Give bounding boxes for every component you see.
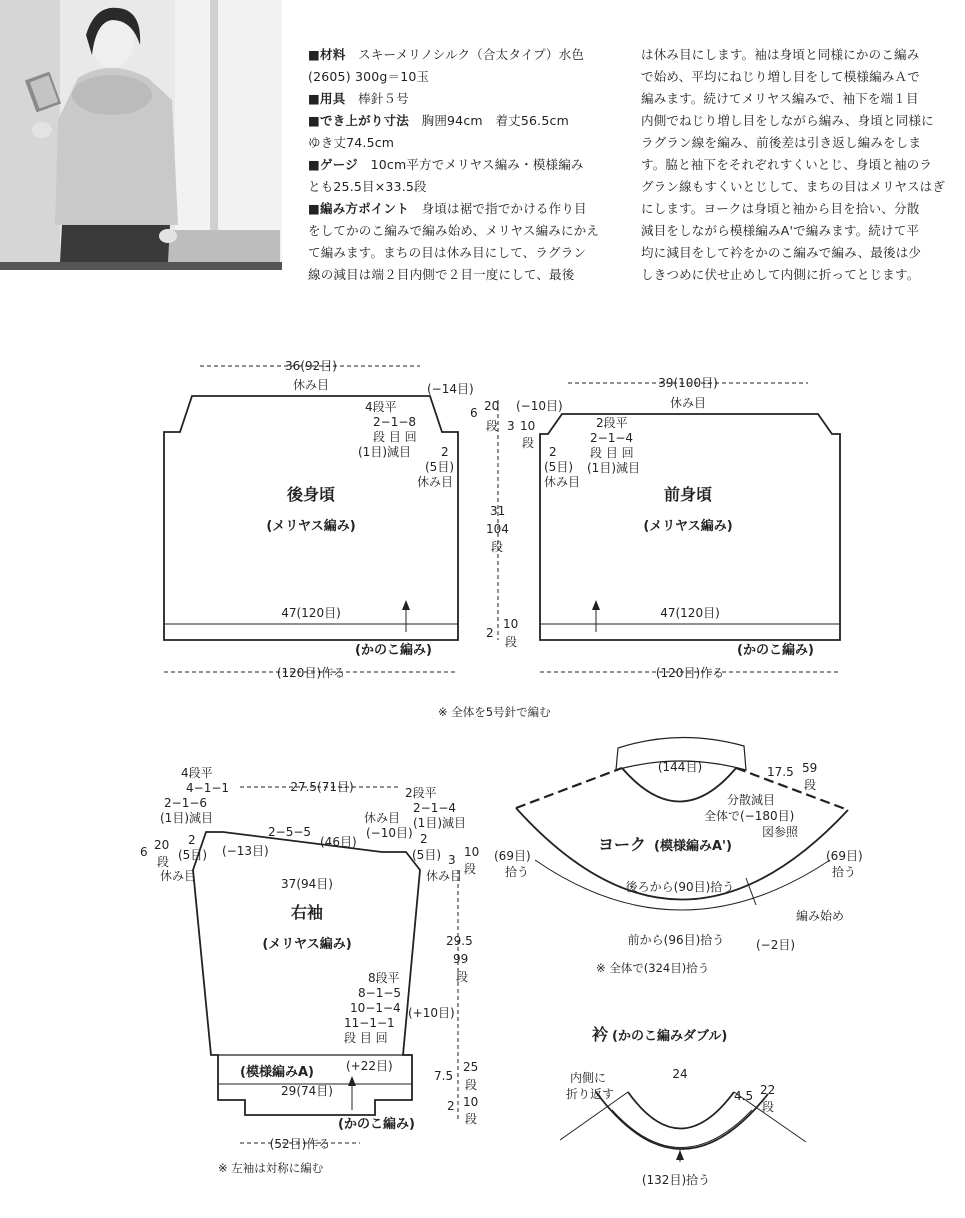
front-shoulder-dec: (−10目) bbox=[516, 399, 563, 413]
sleeve-side-rows: 99 bbox=[453, 952, 469, 966]
back-hem-label: (かのこ編み) bbox=[355, 643, 432, 658]
sleeve-right-rest: 2 bbox=[420, 832, 428, 846]
instruction-line: ■編み方ポイント 身頃は裾で指でかける作り目 bbox=[308, 201, 587, 216]
sleeve-subtitle: (メリヤス編み) bbox=[262, 937, 352, 952]
sleeve-cast-on: (52目)作る bbox=[269, 1137, 331, 1151]
yoke-right-pick: 拾う bbox=[832, 865, 857, 879]
yoke-right-pick: (69目) bbox=[826, 849, 863, 863]
instruction-line: 内側でねじり増し目をしながら編み、身頃と同様に bbox=[641, 113, 934, 128]
instruction-line: ■用具 棒針５号 bbox=[308, 91, 409, 106]
sleeve-right-rows: 段 bbox=[464, 862, 477, 876]
sleeve-upper-width: 37(94目) bbox=[281, 877, 333, 891]
instruction-line: グラン線もすくいとじして、まちの目はメリヤスはぎ bbox=[641, 179, 946, 194]
collar-fold: 折り返す bbox=[566, 1087, 615, 1101]
front-side-rest: 休み目 bbox=[544, 475, 581, 489]
sleeve-left-rows: 6 bbox=[140, 845, 148, 859]
back-side-rows: 31 bbox=[490, 504, 506, 518]
back-title: 後身頃 bbox=[286, 485, 336, 504]
yoke-note: ※ 全体で(324目)拾う bbox=[596, 961, 710, 975]
front-cast-on: (120目)作る bbox=[655, 666, 725, 680]
yoke-depth-rows: 段 bbox=[804, 778, 817, 792]
sleeve-right-rows: 10 bbox=[464, 845, 480, 859]
back-side-rows: 段 bbox=[491, 540, 504, 554]
sleeve-right-dec: 2−1−4 bbox=[413, 801, 457, 815]
sleeve-inc-row: 11−1−1 bbox=[344, 1016, 395, 1030]
sleeve-left-rest: 休み目 bbox=[160, 869, 197, 883]
instruction-line: で始め、平均にねじり増し目をして模様編みＡで bbox=[641, 69, 920, 84]
front-raglan-rows: 段 bbox=[522, 436, 535, 450]
sleeve-left-rest: 2 bbox=[188, 833, 196, 847]
sleeve-inc-row: 10−1−4 bbox=[350, 1001, 401, 1015]
sleeve-dec-left: (−13目) bbox=[222, 844, 269, 858]
front-title: 前身頃 bbox=[663, 485, 713, 504]
sleeve-top-width: 27.5(71目) bbox=[290, 780, 354, 794]
front-dec-row: 段 目 回 bbox=[590, 446, 634, 460]
sleeve-side-rows: 段 bbox=[456, 970, 469, 984]
collar-depth-rows: 22 bbox=[760, 1083, 776, 1097]
yoke-left-side bbox=[516, 768, 622, 808]
back-hem-rows: 2 bbox=[486, 626, 494, 640]
collar-inner-curve bbox=[628, 1092, 734, 1129]
back-raglan-rows: 20 bbox=[484, 399, 500, 413]
back-hem-rows: 段 bbox=[505, 635, 518, 649]
collar-subtitle: (かのこ編みダブル) bbox=[612, 1029, 728, 1044]
front-raglan-rows: 10 bbox=[520, 419, 536, 433]
sleeve-left-rows: 段 bbox=[157, 855, 170, 869]
back-side-rows: 104 bbox=[486, 522, 509, 536]
sleeve-right-rows: 3 bbox=[448, 853, 456, 867]
back-shoulder-dec: (−14目) bbox=[427, 382, 474, 396]
sleeve-pattern-inc: (+22目) bbox=[346, 1059, 393, 1073]
sleeve-left-dec: 2−1−6 bbox=[164, 796, 208, 810]
instruction-line: にします。ヨークは身頃と袖から目を拾い、分散 bbox=[641, 201, 920, 216]
back-cast-on: (120目)作る bbox=[276, 666, 346, 680]
instruction-line: ラグラン線を編み、前後差は引き返し編みをしま bbox=[641, 135, 922, 150]
front-side-rest: 2 bbox=[549, 445, 557, 459]
instruction-line: 編みます。続けてメリヤス編みで、袖下を端１目 bbox=[641, 91, 919, 106]
yoke-dec-note: 全体で(−180目) bbox=[704, 809, 795, 823]
back-raglan-rows: 6 bbox=[470, 406, 478, 420]
instruction-line: 減目をしながら模様編みA'で編みます。続けて平 bbox=[641, 223, 920, 238]
sleeve-right-dec: (1目)減目 bbox=[413, 816, 466, 830]
collar-pick: (132目)拾う bbox=[641, 1173, 711, 1187]
sleeve-left-dec: 4−1−1 bbox=[186, 781, 230, 795]
back-top-width: 36(92目) bbox=[285, 359, 337, 373]
sleeve-mid-rows: 2−5−5 bbox=[268, 825, 312, 839]
sleeve-dec-right: (−10目) bbox=[366, 826, 413, 840]
collar-width: 24 bbox=[672, 1067, 688, 1081]
instruction-line: ■でき上がり寸法 胸囲94cm 着丈56.5cm bbox=[308, 113, 569, 128]
sleeve-side-rows: 29.5 bbox=[446, 934, 473, 948]
sleeve-pattern-label: (模様編みA) bbox=[240, 1065, 314, 1080]
collar-title: 衿 bbox=[592, 1025, 609, 1044]
front-raglan-rows: 3 bbox=[507, 419, 515, 433]
sleeve-right-dec: 2段平 bbox=[405, 786, 437, 800]
sleeve-hem-rows: 10 bbox=[463, 1095, 479, 1109]
yoke-depth-rows: 59 bbox=[802, 761, 818, 775]
back-dec-row: 4段平 bbox=[365, 400, 397, 414]
yoke-back-pick: 後ろから(90目)拾う bbox=[625, 880, 735, 894]
instruction-line: は休み目にします。袖は身頃と同様にかのこ編み bbox=[641, 47, 920, 62]
instruction-line: をしてかのこ編みで編み始め、メリヤス編みにかえ bbox=[308, 223, 600, 238]
back-subtitle: (メリヤス編み) bbox=[266, 519, 356, 534]
front-hem-label: (かのこ編み) bbox=[737, 643, 814, 658]
sleeve-rest-label: 休み目 bbox=[364, 811, 401, 825]
back-hem-rows: 10 bbox=[503, 617, 519, 631]
sleeve-inc-row: 8−1−5 bbox=[358, 986, 402, 1000]
sleeve-right-rest: (5目) bbox=[412, 848, 441, 862]
instruction-line: しきつめに伏せ止めして内側に折ってとじます。 bbox=[641, 267, 920, 282]
front-width: 47(120目) bbox=[660, 606, 720, 620]
instruction-line: ■材料 スキーメリノシルク（合太タイプ）水色 bbox=[308, 47, 585, 62]
sleeve-cuff-width: 29(74目) bbox=[281, 1084, 333, 1098]
instruction-line: とも25.5目×33.5段 bbox=[308, 179, 427, 194]
front-top-label: 休み目 bbox=[669, 396, 707, 410]
back-top-label: 休み目 bbox=[292, 378, 330, 392]
yoke-left-pick: (69目) bbox=[494, 849, 531, 863]
front-top-width: 39(100目) bbox=[658, 376, 718, 390]
collar-depth-rows: 段 bbox=[762, 1100, 775, 1114]
instruction-line: (2605) 300g＝10玉 bbox=[308, 69, 430, 84]
yoke-depth: 17.5 bbox=[767, 765, 794, 779]
sleeve-mid-stitches: (46目) bbox=[320, 835, 357, 849]
yoke-title: ヨーク bbox=[598, 835, 647, 854]
front-side-rest: (5目) bbox=[544, 460, 573, 474]
sleeve-note: ※ 左袖は対称に編む bbox=[218, 1161, 324, 1175]
back-side-rest: (5目) bbox=[425, 460, 454, 474]
sleeve-hem-rows: 2 bbox=[447, 1099, 455, 1113]
sleeve-pattern-rows: 25 bbox=[463, 1060, 479, 1074]
note-all: ※ 全体を5号針で編む bbox=[438, 705, 551, 719]
sleeve-title: 右袖 bbox=[290, 903, 324, 922]
sleeve-hem-label: (かのこ編み) bbox=[338, 1117, 415, 1132]
yoke-start: 編み始め bbox=[796, 909, 845, 923]
instruction-line: ゆき丈74.5cm bbox=[308, 135, 395, 150]
back-width: 47(120目) bbox=[281, 606, 341, 620]
collar-fold: 内側に bbox=[570, 1071, 607, 1085]
sleeve-left-dec: 4段平 bbox=[181, 766, 213, 780]
collar-depth: 4.5 bbox=[734, 1089, 754, 1103]
instruction-line: 均に減目をして衿をかのこ編みで編み、最後は少 bbox=[641, 245, 922, 260]
back-dec-row: (1目)減目 bbox=[358, 445, 411, 459]
sleeve-hem-rows: 段 bbox=[465, 1112, 478, 1126]
back-side-rest: 2 bbox=[441, 445, 449, 459]
sleeve-inc-row: 段 目 回 bbox=[344, 1031, 388, 1045]
back-side-rest: 休み目 bbox=[417, 475, 454, 489]
yoke-dec-note: 分散減目 bbox=[727, 793, 776, 807]
front-subtitle: (メリヤス編み) bbox=[643, 519, 733, 534]
sleeve-inc-total: (+10目) bbox=[408, 1006, 455, 1020]
yoke-front-pick: 前から(96目)拾う bbox=[627, 933, 725, 947]
instruction-line: て編みます。まちの目は休み目にして、ラグラン bbox=[308, 245, 587, 260]
sleeve-pattern-rows: 7.5 bbox=[434, 1069, 454, 1083]
front-dec-row: 2段平 bbox=[596, 416, 628, 430]
yoke-subtitle: (模様編みA') bbox=[654, 839, 732, 854]
sleeve-pattern-rows: 段 bbox=[465, 1078, 478, 1092]
yoke-top: (144目) bbox=[657, 760, 703, 774]
instruction-line: す。脇と袖下をそれぞれすくいとじ、身頃と袖のラ bbox=[641, 157, 933, 172]
back-dec-row: 段 目 回 bbox=[373, 430, 417, 444]
yoke-dec-note: 図参照 bbox=[762, 825, 799, 839]
back-dec-row: 2−1−8 bbox=[373, 415, 417, 429]
sleeve-left-dec: (1目)減目 bbox=[160, 811, 213, 825]
instruction-line: 線の減目は端２目内側で２目一度にして、最後 bbox=[308, 267, 575, 282]
front-dec-row: 2−1−4 bbox=[590, 431, 634, 445]
back-raglan-rows: 段 bbox=[486, 419, 499, 433]
sleeve-left-rows: 20 bbox=[154, 838, 170, 852]
sleeve-right-rest: 休み目 bbox=[426, 869, 463, 883]
sleeve-inc-row: 8段平 bbox=[368, 971, 400, 985]
front-dec-row: (1目)減目 bbox=[587, 461, 640, 475]
yoke-dec: (−2目) bbox=[756, 938, 796, 952]
yoke-left-pick: 拾う bbox=[505, 865, 530, 879]
instruction-line: ■ゲージ 10cm平方でメリヤス編み・模様編み bbox=[308, 157, 584, 172]
sleeve-left-rest: (5目) bbox=[178, 848, 207, 862]
